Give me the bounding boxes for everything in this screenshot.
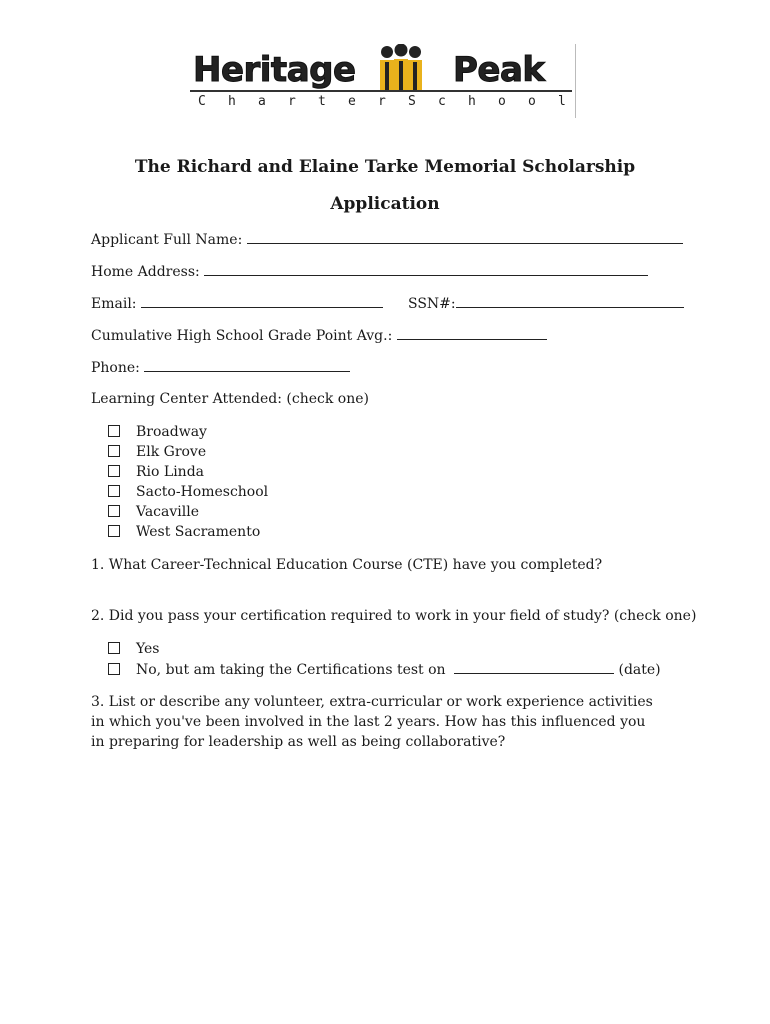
phone-field[interactable] bbox=[144, 358, 350, 372]
logo-letter: t bbox=[318, 94, 326, 109]
logo-letter: h bbox=[468, 94, 476, 109]
learning-center-option bbox=[108, 503, 199, 521]
logo-subtitle bbox=[198, 94, 566, 109]
home-address-label: Home Address: bbox=[91, 264, 200, 280]
logo-letter: C bbox=[198, 94, 206, 109]
logo-letter: r bbox=[288, 94, 296, 109]
scholarship-title: The Richard and Elaine Tarke Memorial Scholarship bbox=[134, 157, 636, 177]
certification-date-field[interactable] bbox=[454, 660, 614, 674]
phone-label: Phone: bbox=[91, 360, 140, 376]
logo-letter: S bbox=[408, 94, 416, 109]
option-label: Yes bbox=[136, 641, 160, 657]
gpa-label: Cumulative High School Grade Point Avg.: bbox=[91, 328, 393, 344]
date-suffix: (date) bbox=[618, 662, 661, 678]
option-label: Sacto-Homeschool bbox=[136, 484, 269, 500]
logo-letter: c bbox=[438, 94, 446, 109]
email-row bbox=[91, 294, 383, 313]
option-label: West Sacramento bbox=[136, 524, 261, 540]
gpa-field[interactable] bbox=[397, 326, 547, 340]
logo-letter: e bbox=[348, 94, 356, 109]
logo-word-right: Peak bbox=[453, 50, 545, 90]
logo-letter: l bbox=[558, 94, 566, 109]
logo-letter: h bbox=[228, 94, 236, 109]
logo-letter: r bbox=[378, 94, 386, 109]
logo-letter: a bbox=[258, 94, 266, 109]
logo-figures-icon bbox=[368, 44, 434, 90]
ssn-label: SSN#: bbox=[408, 296, 456, 312]
email-label: Email: bbox=[91, 296, 137, 312]
checkbox-vacaville[interactable] bbox=[108, 505, 120, 517]
option-label: Elk Grove bbox=[136, 444, 207, 460]
logo-rule bbox=[190, 90, 572, 92]
option-label: Vacaville bbox=[136, 504, 199, 520]
question-1: 1. What Career-Technical Education Course (CTE) have you completed? bbox=[91, 557, 603, 573]
checkbox-west-sacramento[interactable] bbox=[108, 525, 120, 537]
certification-option-yes bbox=[108, 640, 160, 658]
logo-letter: o bbox=[498, 94, 506, 109]
checkbox-sacto-homeschool[interactable] bbox=[108, 485, 120, 497]
phone-row bbox=[91, 358, 350, 377]
application-title: Application bbox=[330, 194, 440, 214]
home-address-field[interactable] bbox=[204, 262, 648, 276]
checkbox-no[interactable] bbox=[108, 663, 120, 675]
option-label: Rio Linda bbox=[136, 464, 204, 480]
logo-word-left: Heritage bbox=[193, 50, 356, 90]
learning-center-option bbox=[108, 443, 206, 461]
ssn-field[interactable] bbox=[456, 294, 684, 308]
certification-option-no bbox=[108, 660, 661, 679]
gpa-row bbox=[91, 326, 547, 345]
checkbox-rio-linda[interactable] bbox=[108, 465, 120, 477]
option-label: No, but am taking the Certifications test on bbox=[136, 662, 446, 678]
school-logo bbox=[190, 44, 580, 120]
home-address-row bbox=[91, 262, 648, 281]
logo-vertical-rule bbox=[575, 44, 576, 118]
applicant-name-field[interactable] bbox=[247, 230, 683, 244]
option-label: Broadway bbox=[136, 424, 207, 440]
checkbox-yes[interactable] bbox=[108, 642, 120, 654]
email-field[interactable] bbox=[141, 294, 383, 308]
learning-center-option bbox=[108, 463, 204, 481]
learning-center-option bbox=[108, 483, 268, 501]
learning-center-option bbox=[108, 423, 207, 441]
question-2: 2. Did you pass your certification required to work in your field of study? (check one) bbox=[91, 608, 697, 624]
question-3: 3. List or describe any volunteer, extra-curricular or work experience activities in which you've been involved in the last 2 years. How has this influenced you in preparing for leadership as well as being collaborative? bbox=[91, 694, 653, 750]
logo-letter: o bbox=[528, 94, 536, 109]
ssn-row bbox=[408, 294, 684, 313]
checkbox-broadway[interactable] bbox=[108, 425, 120, 437]
checkbox-elk-grove[interactable] bbox=[108, 445, 120, 457]
applicant-name-row bbox=[91, 230, 683, 249]
learning-center-prompt: Learning Center Attended: (check one) bbox=[91, 391, 369, 407]
learning-center-option bbox=[108, 523, 260, 541]
applicant-name-label: Applicant Full Name: bbox=[91, 232, 243, 248]
